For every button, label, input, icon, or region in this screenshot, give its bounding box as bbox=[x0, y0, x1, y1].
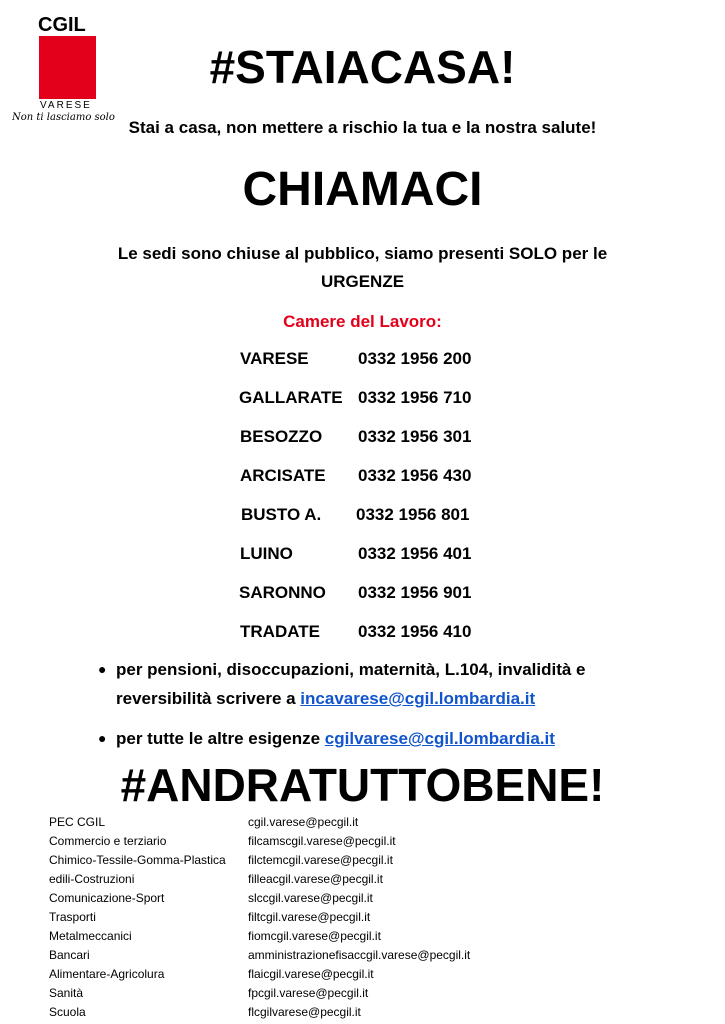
bullet-icon: ● bbox=[98, 661, 107, 677]
closing-title: #ANDRATUTTOBENE! bbox=[120, 759, 605, 811]
office-city: SARONNO bbox=[239, 583, 326, 602]
office-city: GALLARATE bbox=[239, 388, 343, 407]
pec-label: PEC CGIL bbox=[49, 815, 106, 829]
logo-name: CGIL bbox=[38, 14, 86, 36]
office-city: BUSTO A. bbox=[241, 505, 322, 524]
cgil-email-link[interactable]: cgilvarese@cgil.lombardia.it bbox=[324, 729, 555, 748]
pec-email: amministrazionefisaccgil.varese@pecgil.it bbox=[248, 948, 471, 962]
pec-email: cgil.varese@pecgil.it bbox=[248, 815, 359, 829]
pec-label: Bancari bbox=[49, 948, 90, 962]
notice-line-1: Le sedi sono chiuse al pubblico, siamo presenti SOLO per le bbox=[117, 244, 608, 263]
office-phone: 0332 1956 710 bbox=[358, 388, 472, 407]
office-city: VARESE bbox=[240, 349, 309, 368]
notice-line-2: URGENZE bbox=[320, 272, 405, 291]
pec-email: fpcgil.varese@pecgil.it bbox=[248, 986, 369, 1000]
pec-email: filctemcgil.varese@pecgil.it bbox=[248, 853, 393, 867]
logo-motto: Non ti lasciamo solo bbox=[12, 112, 115, 123]
notice bbox=[0, 240, 725, 296]
pec-label: Trasporti bbox=[49, 910, 96, 924]
subtitle: Stai a casa, non mettere a rischio la tua e la nostra salute! bbox=[128, 118, 597, 137]
bullet-text: per pensioni, disoccupazioni, maternità, L.104, invalidità e reversibilità scrivere a bbox=[116, 660, 586, 708]
office-city: ARCISATE bbox=[240, 466, 326, 485]
pec-email: filtcgil.varese@pecgil.it bbox=[248, 910, 371, 924]
inca-email-link[interactable]: incavarese@cgil.lombardia.it bbox=[300, 689, 536, 708]
office-city: TRADATE bbox=[240, 622, 320, 641]
logo-city: VARESE bbox=[40, 100, 92, 111]
pec-email: flaicgil.varese@pecgil.it bbox=[248, 967, 374, 981]
pec-label: edili-Costruzioni bbox=[49, 872, 135, 886]
camere-heading: Camere del Lavoro: bbox=[283, 312, 442, 331]
pec-email: flcgilvarese@pecgil.it bbox=[248, 1005, 361, 1019]
pec-label: Sanità bbox=[49, 986, 84, 1000]
office-phone: 0332 1956 301 bbox=[358, 427, 472, 446]
pec-label: Alimentare-Agricolura bbox=[49, 967, 165, 981]
pec-label: Chimico-Tessile-Gomma-Plastica bbox=[49, 853, 226, 867]
pec-email: slccgil.varese@pecgil.it bbox=[248, 891, 373, 905]
pec-label: Commercio e terziario bbox=[49, 834, 167, 848]
pec-email: fiomcgil.varese@pecgil.it bbox=[248, 929, 381, 943]
office-city: LUINO bbox=[240, 544, 293, 563]
pec-email: filcamscgil.varese@pecgil.it bbox=[248, 834, 396, 848]
pec-label: Comunicazione-Sport bbox=[49, 891, 165, 905]
pec-email: filleacgil.varese@pecgil.it bbox=[248, 872, 383, 886]
pec-label: Metalmeccanici bbox=[49, 929, 132, 943]
call-title: CHIAMACI bbox=[242, 163, 483, 216]
office-phone: 0332 1956 801 bbox=[356, 505, 470, 524]
main-title: #STAIACASA! bbox=[209, 41, 516, 93]
office-phone: 0332 1956 401 bbox=[358, 544, 472, 563]
bullet-text: per tutte le altre esigenze bbox=[116, 729, 325, 748]
office-phone: 0332 1956 200 bbox=[358, 349, 472, 368]
office-phone: 0332 1956 430 bbox=[358, 466, 472, 485]
pec-label: Scuola bbox=[49, 1005, 86, 1019]
office-phone: 0332 1956 901 bbox=[358, 583, 472, 602]
bullet-icon: ● bbox=[98, 730, 107, 746]
office-phone: 0332 1956 410 bbox=[358, 622, 472, 641]
office-city: BESOZZO bbox=[240, 427, 323, 446]
